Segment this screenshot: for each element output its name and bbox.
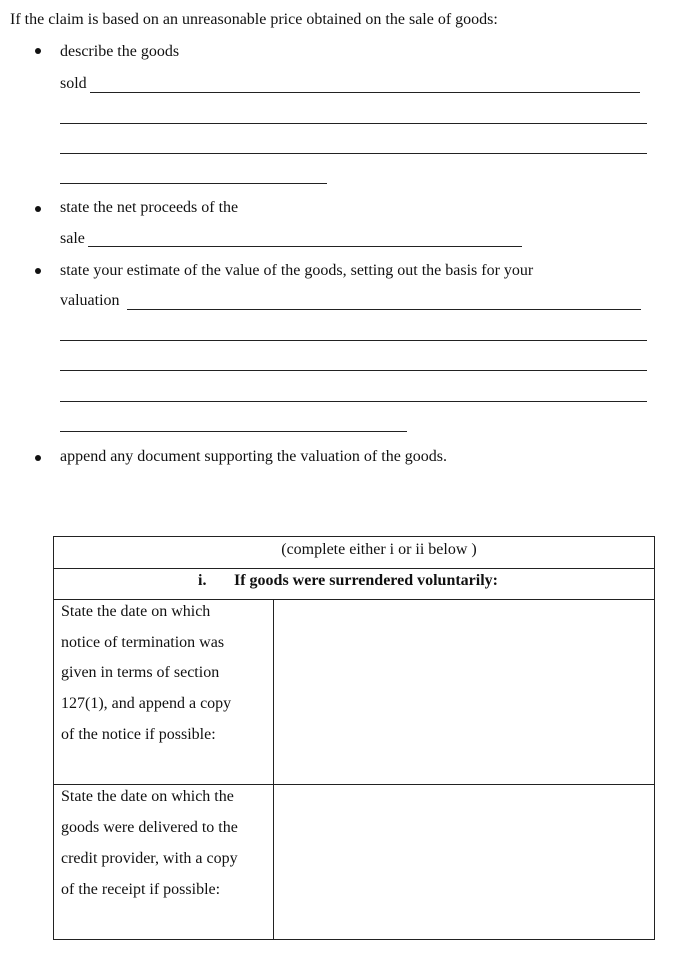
row-1-label-line: given in terms of section: [61, 664, 220, 681]
answer-line-valuation[interactable]: [60, 401, 647, 402]
bullet-3-text: state your estimate of the value of the goods, setting out the basis for your: [60, 262, 534, 279]
row-2-label-line: of the receipt if possible:: [61, 881, 221, 898]
bullet-icon: [35, 48, 41, 54]
answer-line-net-proceeds[interactable]: [88, 246, 522, 247]
answer-line-valuation[interactable]: [60, 340, 647, 341]
row-1-label-line: notice of termination was: [61, 634, 225, 651]
row-1-label-line: State the date on which: [61, 603, 211, 620]
answer-line-goods-sold[interactable]: [60, 153, 647, 154]
bullet-icon: [35, 268, 41, 274]
table-caption: (complete either i or ii below ): [281, 541, 477, 558]
row-1-label-line: of the notice if possible:: [61, 726, 216, 743]
row-2-label-line: State the date on which the: [61, 788, 234, 805]
row-2-label-line: credit provider, with a copy: [61, 850, 238, 867]
section-number: i.: [198, 572, 207, 589]
bullet-4-text: append any document supporting the valuation of the goods.: [60, 448, 448, 465]
answer-line-goods-sold[interactable]: [90, 92, 640, 93]
answer-line-goods-sold[interactable]: [60, 183, 327, 184]
intro-text: If the claim is based on an unreasonable price obtained on the sale of goods:: [10, 11, 498, 28]
section-title: If goods were surrendered voluntarily:: [234, 572, 498, 589]
row-1-label-line: 127(1), and append a copy: [61, 695, 232, 712]
answer-line-goods-sold[interactable]: [60, 123, 647, 124]
bullet-1-text: describe the goods: [60, 43, 180, 60]
bullet-2-line-lead: sale: [60, 230, 85, 247]
bullet-icon: [35, 455, 41, 461]
table-divider: [53, 568, 655, 569]
delivery-date-answer-field[interactable]: [278, 789, 650, 935]
bullet-2-text: state the net proceeds of the: [60, 199, 239, 216]
answer-line-valuation[interactable]: [60, 431, 407, 432]
answer-line-valuation[interactable]: [127, 309, 641, 310]
termination-date-answer-field[interactable]: [278, 604, 650, 779]
bullet-1-line-lead: sold: [60, 75, 87, 92]
answer-line-valuation[interactable]: [60, 370, 647, 371]
table-column-divider: [273, 599, 274, 940]
bullet-3-line-lead: valuation: [60, 292, 120, 309]
row-2-label-line: goods were delivered to the: [61, 819, 238, 836]
bullet-icon: [35, 206, 41, 212]
